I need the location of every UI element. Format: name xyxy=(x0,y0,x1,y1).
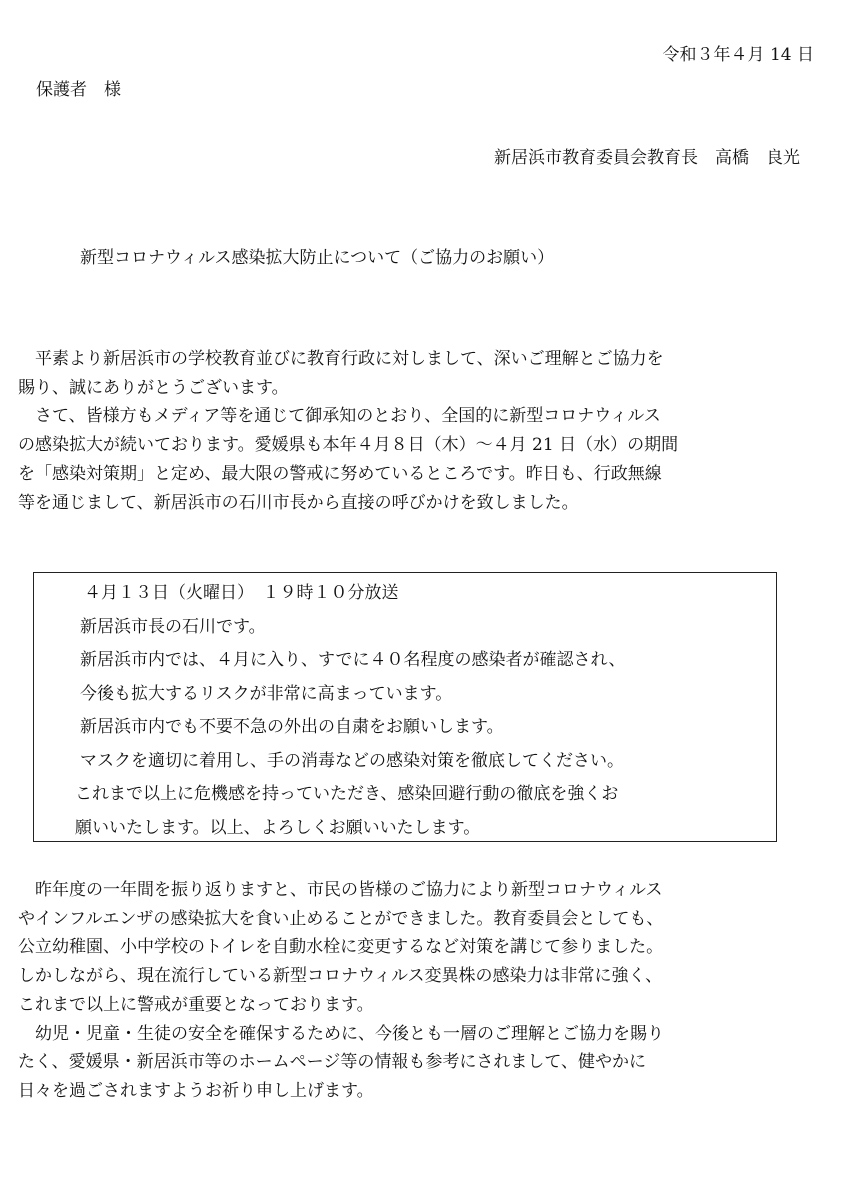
letter-title: 新型コロナウィルス感染拡大防止について（ご協力のお願い） xyxy=(80,248,555,268)
closing-line: 昨年度の一年間を振り返りますと、市民の皆様のご協力により新型コロナウィルス xyxy=(18,880,663,900)
broadcast-box xyxy=(33,572,777,842)
intro-line: を「感染対策期」と定め、最大限の警戒に努めているところです。昨日も、行政無線 xyxy=(18,463,662,484)
broadcast-line: ４月１３日（火曜日） １９時１０分放送 xyxy=(84,583,399,603)
recipient: 保護者 様 xyxy=(36,80,121,100)
intro-line: の感染拡大が続いております。愛媛県も本年４月８日（木）～４月 21 日（水）の期間 xyxy=(18,435,679,456)
letter-date: 令和３年４月 14 日 xyxy=(662,45,814,65)
closing-line: やインフルエンザの感染拡大を食い止めることができました。教育委員会としても、 xyxy=(18,908,664,929)
broadcast-line: 今後も拡大するリスクが非常に高まっています。 xyxy=(80,683,453,704)
broadcast-line: 新居浜市内でも不要不急の外出の自粛をお願いします。 xyxy=(80,717,504,737)
intro-line: 賜り、誠にありがとうございます。 xyxy=(18,377,289,398)
broadcast-line: 願いいたします。以上、よろしくお願いいたします。 xyxy=(75,817,481,838)
closing-line: これまで以上に警戒が重要となっております。 xyxy=(18,994,374,1015)
intro-paragraph xyxy=(18,345,818,517)
closing-paragraph xyxy=(18,876,818,1106)
closing-line: たく、愛媛県・新居浜市等のホームページ等の情報も参考にされまして、健やかに xyxy=(18,1052,646,1073)
closing-line: 公立幼稚園、小中学校のトイレを自動水栓に変更するなど対策を講じて参りました。 xyxy=(18,937,664,958)
intro-line: 平素より新居浜市の学校教育並びに教育行政に対しまして、深いご理解とご協力を xyxy=(18,349,664,369)
broadcast-line: マスクを適切に着用し、手の消毒などの感染対策を徹底してください。 xyxy=(80,750,624,771)
broadcast-line: 新居浜市内では、４月に入り、すでに４０名程度の感染者が確認され、 xyxy=(80,650,626,670)
broadcast-line: 新居浜市長の石川です。 xyxy=(80,616,266,637)
sender: 新居浜市教育委員会教育長 高橋 良光 xyxy=(494,148,800,168)
closing-line: 日々を過ごされますようお祈り申し上げます。 xyxy=(18,1080,374,1101)
intro-line: さて、皆様方もメディア等を通じて御承知のとおり、全国的に新型コロナウィルス xyxy=(18,406,661,427)
closing-line: 幼児・児童・生徒の安全を確保するために、今後とも一層のご理解とご協力を賜り xyxy=(18,1023,664,1044)
intro-line: 等を通じまして、新居浜市の石川市長から直接の呼びかけを致しました。 xyxy=(18,492,579,513)
closing-line: しかしながら、現在流行している新型コロナウィルス変異株の感染力は非常に強く、 xyxy=(18,966,663,987)
broadcast-line: これまで以上に危機感を持っていただき、感染回避行動の徹底を強くお xyxy=(75,784,619,804)
